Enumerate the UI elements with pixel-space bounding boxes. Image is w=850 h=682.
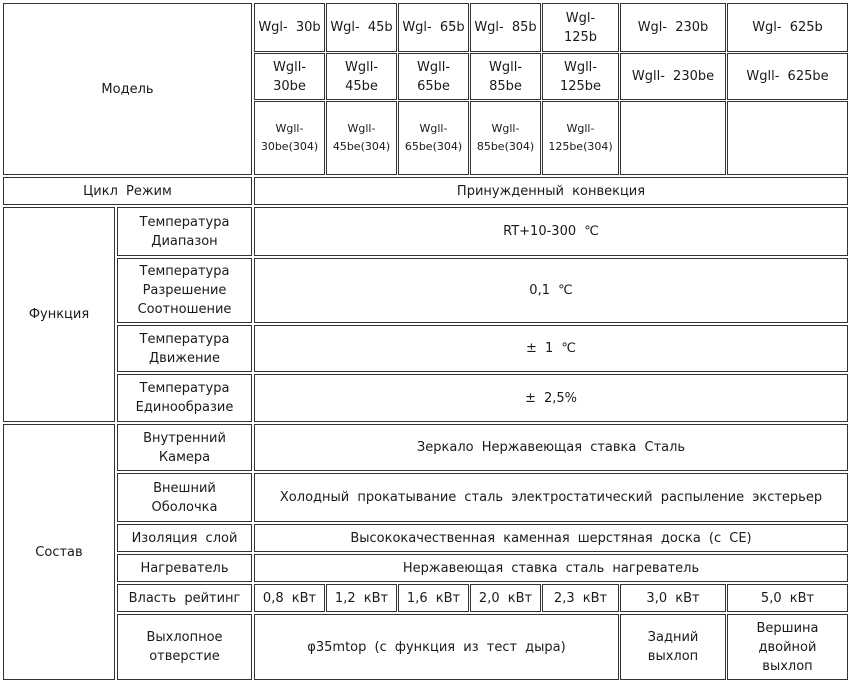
spec-label-cell <box>117 554 252 582</box>
power-value-cell <box>254 584 325 612</box>
power-label-cell <box>117 584 252 612</box>
model-cell <box>470 101 541 175</box>
model-name: Wgll- 65be <box>416 59 451 94</box>
spec-value: ± 1 ℃ <box>525 341 577 356</box>
spec-label: Температура Разрешение Соотношение <box>137 264 232 317</box>
power-value: 2,3 кВт <box>553 590 608 606</box>
spec-value: Зеркало Нержавеющая ставка Сталь <box>416 440 686 455</box>
model-cell <box>398 3 469 52</box>
exhaust-value-cell <box>620 614 726 680</box>
model-name: Wgll- 85be <box>488 59 523 94</box>
spec-value: RT+10-300 ℃ <box>503 224 599 239</box>
spec-value: Высококачественная каменная шерстяная доска (с CE) <box>350 530 752 546</box>
model-header-cell <box>3 3 252 175</box>
model-cell <box>326 53 397 100</box>
spec-value: Холодный прокатывание сталь электростатический распыление экстерьер <box>279 490 823 505</box>
spec-value-cell <box>254 473 848 522</box>
model-name: Wgl- 45b <box>330 20 393 35</box>
model-name: Wgl- 230b <box>637 20 709 35</box>
model-cell <box>542 3 619 52</box>
composition-label: Состав <box>35 544 83 560</box>
spec-label: Температура Диапазон <box>139 214 230 249</box>
spec-label-cell <box>117 524 252 552</box>
cycle-value-cell <box>254 177 848 205</box>
model-cell <box>727 3 848 52</box>
power-value-cell <box>470 584 541 612</box>
power-value-cell <box>727 584 848 612</box>
model-label: Модель <box>101 81 154 97</box>
cycle-label-cell <box>3 177 252 205</box>
model-cell <box>398 53 469 100</box>
power-value: 2,0 кВт <box>478 590 533 606</box>
function-group-cell <box>3 207 115 422</box>
model-name: Wgll- 45be(304) <box>332 122 391 153</box>
function-label: Функция <box>28 307 90 322</box>
power-value-cell <box>620 584 726 612</box>
model-cell <box>470 3 541 52</box>
exhaust-value-cell <box>254 614 619 680</box>
model-cell-empty <box>620 101 726 175</box>
model-name: Wgl- 125b <box>563 10 598 45</box>
model-cell <box>620 53 726 100</box>
model-name: Wgll- 30be(304) <box>260 122 319 153</box>
model-cell <box>542 53 619 100</box>
model-name: Wgll- 85be(304) <box>476 122 535 153</box>
exhaust-value: Вершина двойной выхлоп <box>756 620 819 674</box>
model-cell <box>326 3 397 52</box>
power-value: 5,0 кВт <box>760 590 815 606</box>
model-name: Wgl- 625b <box>752 20 823 35</box>
power-label: Власть рейтинг <box>128 590 241 606</box>
model-name: Wgll- 230be <box>631 69 715 84</box>
model-cell <box>326 101 397 175</box>
model-name: Wgll- 625be <box>746 69 829 84</box>
power-value: 0,8 кВт <box>262 590 317 606</box>
model-name: Wgl- 30b <box>258 20 321 35</box>
model-cell <box>254 3 325 52</box>
model-name: Wgll- 125be <box>559 59 602 94</box>
cycle-label: Цикл Режим <box>83 183 172 199</box>
exhaust-label: Выхлопное отверстие <box>146 630 223 664</box>
spec-label: Изоляция слой <box>131 530 238 546</box>
model-name: Wgll- 125be(304) <box>548 122 613 153</box>
spec-value-cell <box>254 424 848 471</box>
spec-label: Нагреватель <box>140 560 229 576</box>
model-cell <box>542 101 619 175</box>
spec-label: Внешний Оболочка <box>151 480 218 515</box>
spec-value-cell <box>254 207 848 256</box>
spec-label: Внутренний Камера <box>143 430 226 465</box>
model-name: Wgl- 65b <box>402 20 465 35</box>
spec-label-cell <box>117 424 252 471</box>
model-name: Wgll- 45be <box>344 59 379 94</box>
spec-value: 0,1 ℃ <box>529 283 573 298</box>
exhaust-label-cell <box>117 614 252 680</box>
model-name: Wgll- 30be <box>272 59 307 94</box>
power-value-cell <box>542 584 619 612</box>
power-value-cell <box>398 584 469 612</box>
model-cell <box>254 101 325 175</box>
spec-label-cell <box>117 374 252 422</box>
spec-value: ± 2,5% <box>524 390 578 406</box>
spec-label-cell <box>117 325 252 372</box>
model-cell <box>470 53 541 100</box>
spec-label: Температура Движение <box>139 331 230 366</box>
exhaust-value-cell <box>727 614 848 680</box>
power-value: 1,6 кВт <box>406 590 461 606</box>
power-value: 3,0 кВт <box>646 590 700 606</box>
spec-value: Нержавеющая ставка сталь нагреватель <box>402 560 700 576</box>
spec-value-cell <box>254 524 848 552</box>
model-cell <box>727 53 848 100</box>
spec-value-cell <box>254 374 848 422</box>
model-cell-empty <box>727 101 848 175</box>
spec-label-cell <box>117 473 252 522</box>
model-name: Wgl- 85b <box>474 20 537 35</box>
power-value-cell <box>326 584 397 612</box>
model-cell <box>398 101 469 175</box>
spec-value-cell <box>254 258 848 323</box>
spec-value-cell <box>254 325 848 372</box>
exhaust-value: φ35mtop (с функция из тест дыра) <box>307 639 566 655</box>
model-cell <box>620 3 726 52</box>
spec-value-cell <box>254 554 848 582</box>
spec-label: Температура Единообразие <box>135 381 234 415</box>
cycle-value: Принужденный конвекция <box>456 183 646 199</box>
power-value: 1,2 кВт <box>334 590 389 606</box>
exhaust-value: Задний выхлоп <box>647 630 699 664</box>
composition-group-cell <box>3 424 115 680</box>
spec-label-cell <box>117 207 252 256</box>
model-name: Wgll- 65be(304) <box>404 122 463 153</box>
model-cell <box>254 53 325 100</box>
spec-label-cell <box>117 258 252 323</box>
